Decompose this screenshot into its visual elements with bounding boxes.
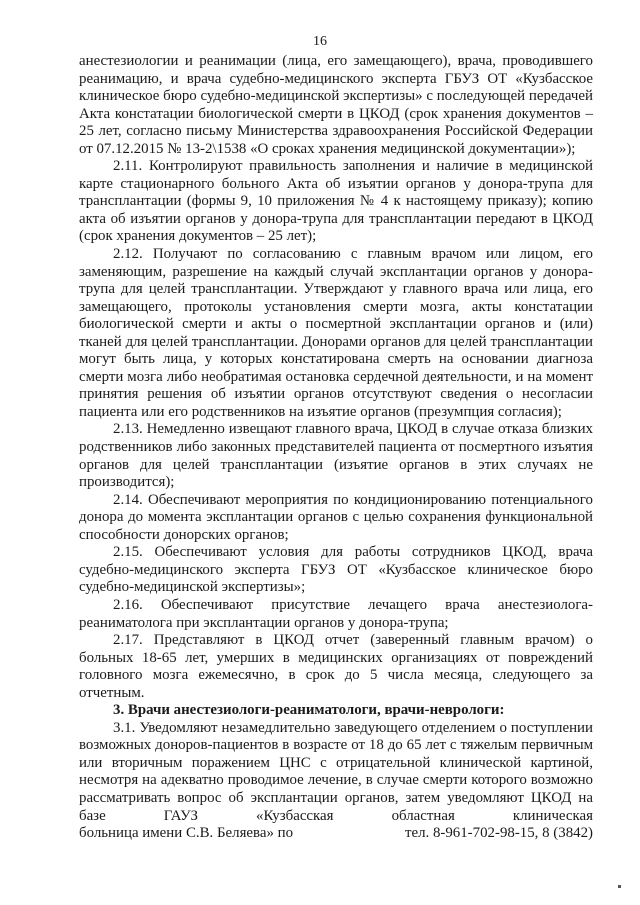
paragraph-2-15: 2.15. Обеспечивают условия для работы сотрудников ЦКОД, врача судебно-медицинского эксперта ГБУЗ ОТ «Кузбасское клиническое бюро судебно-медицинской экспертизы»; [79,544,593,596]
paragraph-2-12: 2.12. Получают по согласованию с главным врачом или лицом, его заменяющим, разрешение на каждый случай эксплантации органов у донора-трупа для целей трансплантации. Утверждают у главного врача или лица, его замещающего, протоколы установления смерти мозга, акты констатации биологической смерти и акты о посмертной эксплантации органов и (или) тканей для целей трансплантации. Донорами органов для целей трансплантации могут быть лица, у которых констатирована смерть на основании диагноза смерти мозга либо необратимая остановка сердечной деятельности, и на момент принятия решения об изъятии органов отсутствуют сведения о несогласии пациента или его родственников на изъятие органов (презумпция согласия); [79,246,593,420]
scan-mark [618,885,621,888]
last-line-left: больница имени С.В. Беляева» по [79,825,294,842]
paragraph-3-1-last-line [79,825,593,843]
section-heading: 3. Врачи анестезиологи-реаниматологи, врачи-неврологи: [113,702,505,719]
paragraph-3-1: 3.1. Уведомляют незамедлительно заведующего отделением о поступлении возможных доноров-пациентов в возрасте от 18 до 65 лет с тяжелым первичным или вторичным поражением ЦНС с отрицательной клинической картиной, несмотря на адекватно проводимое лечение, в случае смерти которого возможно рассматривать вопрос об эксплантации органов, затем уведомляют ЦКОД на базе ГАУЗ «Кузбасская областная клиническая [79,719,593,824]
paragraph-2-13: 2.13. Немедленно извещают главного врача, ЦКОД в случае отказа близких родственников либо законных представителей пациента от посмертного изъятия органов для целей трансплантации (изъятие органов в этих случаях не производится); [79,421,593,491]
document-body [79,53,593,843]
page-number: 16 [313,34,327,49]
paragraph-2-14: 2.14. Обеспечивают мероприятия по кондиционированию потенциального донора до момента эксплантации органов с целью сохранения функциональной способности донорских органов; [79,491,593,543]
paragraph-2-16: 2.16. Обеспечивают присутствие лечащего врача анестезиолога-реаниматолога при эксплантации органов у донора-трупа; [79,596,593,631]
last-line-phone: тел. 8-961-702-98-15, 8 (3842) [404,825,593,842]
paragraph-2-11: 2.11. Контролируют правильность заполнения и наличие в медицинской карте стационарного больного Акта об изъятии органов у донора-трупа для трансплантации (формы 9, 10 приложения № 4 к настоящему приказу); копию акта об изъятии органов у донора-трупа для трансплантации передают в ЦКОД (срок хранения документов – 25 лет); [79,158,593,245]
paragraph-2-17: 2.17. Представляют в ЦКОД отчет (заверенный главным врачом) о больных 18-65 лет, умерших в медицинских организациях от повреждений головного мозга ежемесячно, в срок до 5 числа месяца, следующего за отчетным. [79,632,593,701]
paragraph-intro: анестезиологии и реанимации (лица, его замещающего), врача, проводившего реанимацию, и врача судебно-медицинского эксперта ГБУЗ ОТ «Кузбасское клиническое бюро судебно-медицинской экспертизы» с последующей передачей Акта констатации биологической смерти в ЦКОД (срок хранения документов – 25 лет, согласно письму Министерства здравоохранения Российской Федерации от 07.12.2015 № 13-2\1538 «О сроках хранения медицинской документации»); [79,53,593,157]
